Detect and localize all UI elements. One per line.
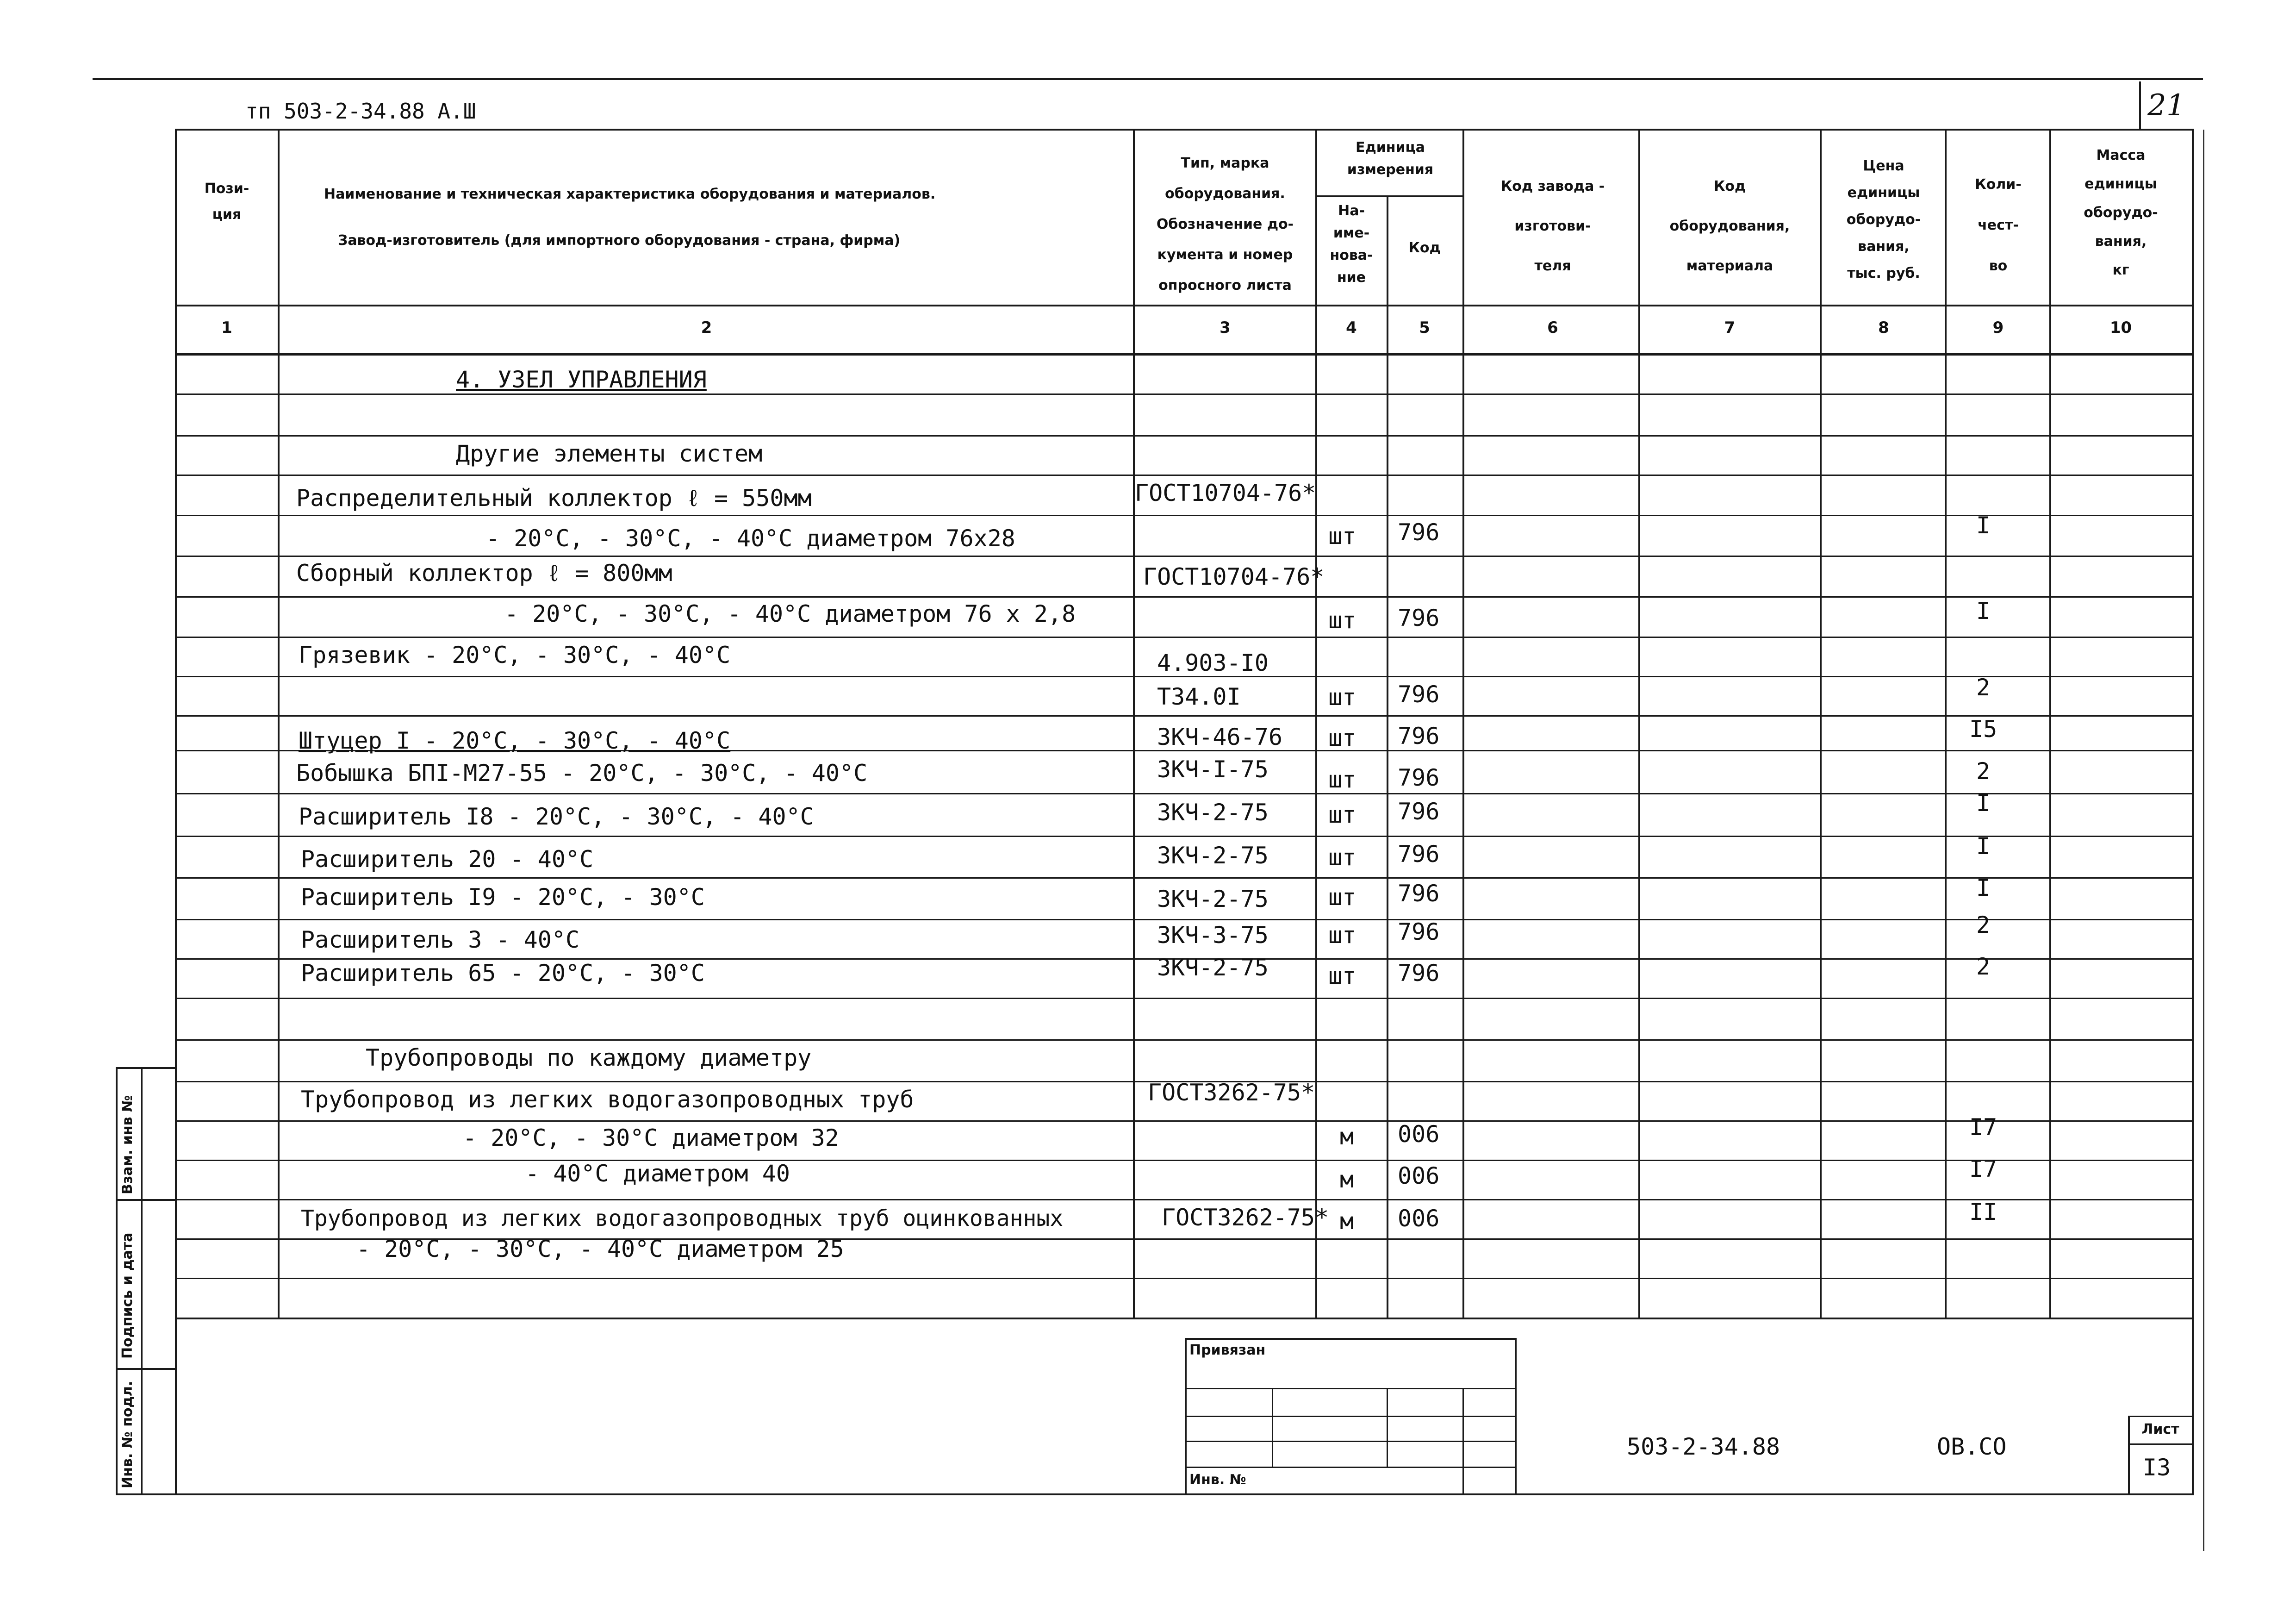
side-strip-top — [116, 1067, 176, 1069]
header-factory-code: Код завода - изготови- теля — [1500, 178, 1605, 274]
table-row-name: Трубопровод из легких водогазопроводных труб оцинкованных — [301, 1206, 1064, 1231]
table-row-qty: 2 — [1976, 674, 1991, 701]
sheet-box-mid — [2128, 1443, 2193, 1445]
table-row-qty: 2 — [1976, 758, 1991, 785]
table-row-unit: м — [1340, 1123, 1354, 1150]
table-row-name: Расширитель 20 - 40°С — [301, 846, 594, 873]
col-line-8 — [1945, 129, 1947, 1318]
row-rule — [176, 998, 2192, 999]
header-name: Наименование и техническая характеристика оборудования и материалов. Завод-изготовитель (для импортного оборудования - страна, фирма) — [324, 186, 936, 249]
table-row-unit: шт — [1328, 684, 1356, 711]
table-row-unit: шт — [1328, 844, 1356, 871]
table-row-type: ГОСТ10704-76* — [1135, 480, 1316, 506]
table-row-name: - 20°С, - 30°С, - 40°С диаметром 76х28 — [486, 525, 1015, 552]
unit-split-rule — [1317, 195, 1464, 197]
stamp-col-3 — [1462, 1388, 1464, 1494]
side-strip-split-2 — [116, 1368, 176, 1370]
col-line-7 — [1820, 129, 1822, 1318]
table-row-qty: I — [1976, 598, 1991, 625]
table-row-type: 4.903-I0 — [1157, 650, 1269, 676]
table-row-type: ЗКЧ-2-75 — [1157, 842, 1269, 869]
col-line-2 — [1133, 129, 1135, 1318]
table-row-type: ГОСТ3262-75* — [1148, 1079, 1315, 1106]
col-line-6 — [1638, 129, 1640, 1318]
corner-box-left — [2139, 81, 2141, 131]
table-row-name: - 20°С, - 30°С диаметром 32 — [463, 1124, 839, 1151]
table-row-unit: шт — [1328, 884, 1356, 911]
table-row-code: 796 — [1398, 918, 1440, 945]
table-row-name: Распределительный коллектор ℓ = 550мм — [296, 485, 812, 512]
row-rule — [176, 836, 2192, 837]
table-bottom-rule — [175, 1318, 2193, 1319]
table-row-qty: 2 — [1976, 912, 1991, 938]
header-price: Цена единицы оборудо- вания, тыс. руб. — [1846, 158, 1921, 281]
row-rule — [176, 1039, 2192, 1041]
table-row-unit: шт — [1328, 801, 1356, 828]
table-row-unit: шт — [1328, 725, 1356, 751]
header-type: Тип, марка оборудования. Обозначение до- кумента и номер опросного листа — [1156, 155, 1294, 294]
side-strip-mid — [141, 1067, 143, 1495]
table-row-code: 796 — [1398, 519, 1440, 546]
sheet-label: Лист — [2141, 1421, 2179, 1437]
row-rule — [176, 919, 2192, 920]
table-row-code: 006 — [1398, 1162, 1440, 1189]
table-row-code: 006 — [1398, 1121, 1440, 1148]
col-line-4 — [1387, 195, 1388, 1318]
row-rule — [176, 1278, 2192, 1279]
header-quantity: Коли- чест- во — [1975, 176, 2022, 274]
table-row-unit: шт — [1328, 962, 1356, 989]
table-row-type: ЗКЧ-2-75 — [1157, 799, 1269, 826]
header-equipment-code: Код оборудования, материала — [1669, 178, 1790, 274]
stamp-row-4 — [1185, 1467, 1516, 1468]
side-label-inv: Инв. № подл. — [119, 1380, 136, 1488]
doc-mark: ОВ.СО — [1937, 1433, 2007, 1460]
table-row-code: 796 — [1398, 798, 1440, 825]
table-row-code: 796 — [1398, 764, 1440, 791]
header-unit-code: Код — [1408, 240, 1441, 256]
table-row-code: 796 — [1398, 841, 1440, 868]
doc-code: 503-2-34.88 — [1627, 1433, 1780, 1460]
colnum-3: 3 — [1220, 319, 1231, 337]
top-code: тп 503-2-34.88 А.Ш — [245, 99, 476, 124]
table-row-name: - 20°С, - 30°С, - 40°С диаметром 25 — [356, 1236, 844, 1262]
table-row-name: Расширитель 3 - 40°С — [301, 926, 580, 953]
table-row-unit: шт — [1328, 922, 1356, 949]
table-row-qty: I7 — [1969, 1114, 1997, 1141]
row-rule — [176, 556, 2192, 557]
top-rule — [93, 78, 2203, 80]
row-rule — [176, 394, 2192, 395]
row-rule — [176, 515, 2192, 516]
table-row-type: ГОСТ10704-76* — [1143, 563, 1325, 590]
colnum-9: 9 — [1992, 319, 2004, 337]
table-row-code: 796 — [1398, 605, 1440, 631]
row-rule — [176, 435, 2192, 437]
table-row-type: ЗКЧ-46-76 — [1157, 724, 1282, 750]
table-row-name: Расширитель 65 - 20°С, - 30°С — [301, 960, 705, 987]
table-row-code: 796 — [1398, 960, 1440, 987]
colnum-5: 5 — [1419, 319, 1430, 337]
table-row-unit: шт — [1328, 766, 1356, 793]
row-rule — [176, 715, 2192, 717]
row-rule — [176, 596, 2192, 598]
side-label-replace: Взам. инв № — [119, 1095, 136, 1194]
col-line-3 — [1315, 129, 1317, 1318]
table-row-unit: шт — [1328, 607, 1356, 634]
table-row-type: ЗКЧ-I-75 — [1157, 756, 1269, 783]
sheet-number: I3 — [2143, 1454, 2171, 1481]
side-label-sign: Подпись и дата — [119, 1232, 136, 1359]
table-row-name: Расширитель I9 - 20°С, - 30°С — [301, 884, 705, 911]
side-strip-split-1 — [116, 1199, 176, 1201]
table-row-qty: I — [1976, 833, 1991, 860]
table-row-name: Сборный коллектор ℓ = 800мм — [296, 560, 672, 587]
section-title: 4. УЗЕЛ УПРАВЛЕНИЯ — [456, 366, 707, 393]
row-rule — [176, 877, 2192, 879]
table-row-type: ГОСТ3262-75* — [1162, 1204, 1329, 1231]
stamp-col-1 — [1272, 1388, 1273, 1467]
header-unit: Единица измерения — [1347, 139, 1434, 178]
stamp-col-2 — [1387, 1388, 1388, 1467]
table-row-type: Т34.0I — [1157, 683, 1241, 710]
col-line-9 — [2049, 129, 2051, 1318]
side-strip-left — [116, 1067, 118, 1495]
table-row-qty: I — [1976, 512, 1991, 539]
row-rule — [176, 637, 2192, 638]
row-rule — [176, 475, 2192, 476]
subsection-title: Другие элементы систем — [456, 440, 763, 467]
table-row-qty: I5 — [1969, 716, 1997, 743]
header-unit-name: На- име- нова- ние — [1330, 203, 1373, 286]
table-row-name: - 20°С, - 30°С, - 40°С диаметром 76 х 2,8 — [504, 600, 1076, 627]
header-mass: Масса единицы оборудо- вания, кг — [2084, 147, 2158, 278]
table-row-qty: 2 — [1976, 953, 1991, 980]
col-line-1 — [278, 129, 280, 1318]
table-row-type: ЗКЧ-2-75 — [1157, 954, 1269, 981]
row-rule — [176, 1199, 2192, 1200]
column-number-bottom-rule — [175, 353, 2193, 356]
colnum-8: 8 — [1878, 319, 1889, 337]
colnum-4: 4 — [1346, 319, 1357, 337]
table-row-name: Грязевик - 20°С, - 30°С, - 40°С — [299, 642, 731, 668]
stamp-row-3 — [1185, 1441, 1516, 1442]
table-row-name: Расширитель I8 - 20°С, - 30°С, - 40°С — [299, 803, 814, 830]
row-rule — [176, 793, 2192, 794]
table-row-name: - 40°С диаметром 40 — [525, 1160, 790, 1187]
sheet-corner-number: 21 — [2147, 88, 2185, 123]
right-margin-mark — [2203, 130, 2204, 1551]
stamp-row-2 — [1185, 1416, 1516, 1417]
table-row-code: 796 — [1398, 723, 1440, 750]
row-rule — [176, 1160, 2192, 1161]
table-row-qty: I — [1976, 790, 1991, 817]
header-bottom-rule — [175, 305, 2193, 306]
colnum-10: 10 — [2109, 319, 2132, 337]
stamp-inv-no: Инв. № — [1189, 1472, 1246, 1488]
colnum-1: 1 — [221, 319, 232, 337]
col-line-5 — [1462, 129, 1464, 1318]
subsection-title: Трубопроводы по каждому диаметру — [366, 1044, 812, 1071]
row-rule — [176, 1120, 2192, 1122]
table-row-unit: м — [1340, 1166, 1354, 1193]
table-row-qty: I7 — [1969, 1156, 1997, 1182]
stamp-privyazan: Привязан — [1189, 1342, 1266, 1358]
table-row-type: ЗКЧ-3-75 — [1157, 922, 1269, 949]
table-row-name: Трубопровод из легких водогазопроводных труб — [301, 1086, 914, 1113]
frame-bottom — [116, 1493, 2194, 1495]
colnum-2: 2 — [701, 319, 712, 337]
table-row-unit: шт — [1328, 523, 1356, 550]
table-row-qty: I — [1976, 874, 1991, 901]
frame-top — [175, 129, 2193, 131]
table-row-code: 006 — [1398, 1205, 1440, 1232]
stamp-row-1 — [1185, 1388, 1516, 1389]
table-row-type: ЗКЧ-2-75 — [1157, 886, 1269, 912]
table-row-code: 796 — [1398, 681, 1440, 708]
colnum-6: 6 — [1547, 319, 1558, 337]
table-row-code: 796 — [1398, 880, 1440, 907]
header-position: Пози- ция — [204, 181, 249, 223]
table-row-name: Бобышка БПI-М27-55 - 20°С, - 30°С, - 40°С — [296, 760, 868, 787]
table-row-name: Штуцер I - 20°С, - 30°С, - 40°С — [299, 727, 731, 754]
table-row-unit: м — [1340, 1208, 1354, 1235]
colnum-7: 7 — [1724, 319, 1736, 337]
table-row-qty: II — [1969, 1199, 1997, 1225]
frame-right — [2192, 129, 2194, 1494]
